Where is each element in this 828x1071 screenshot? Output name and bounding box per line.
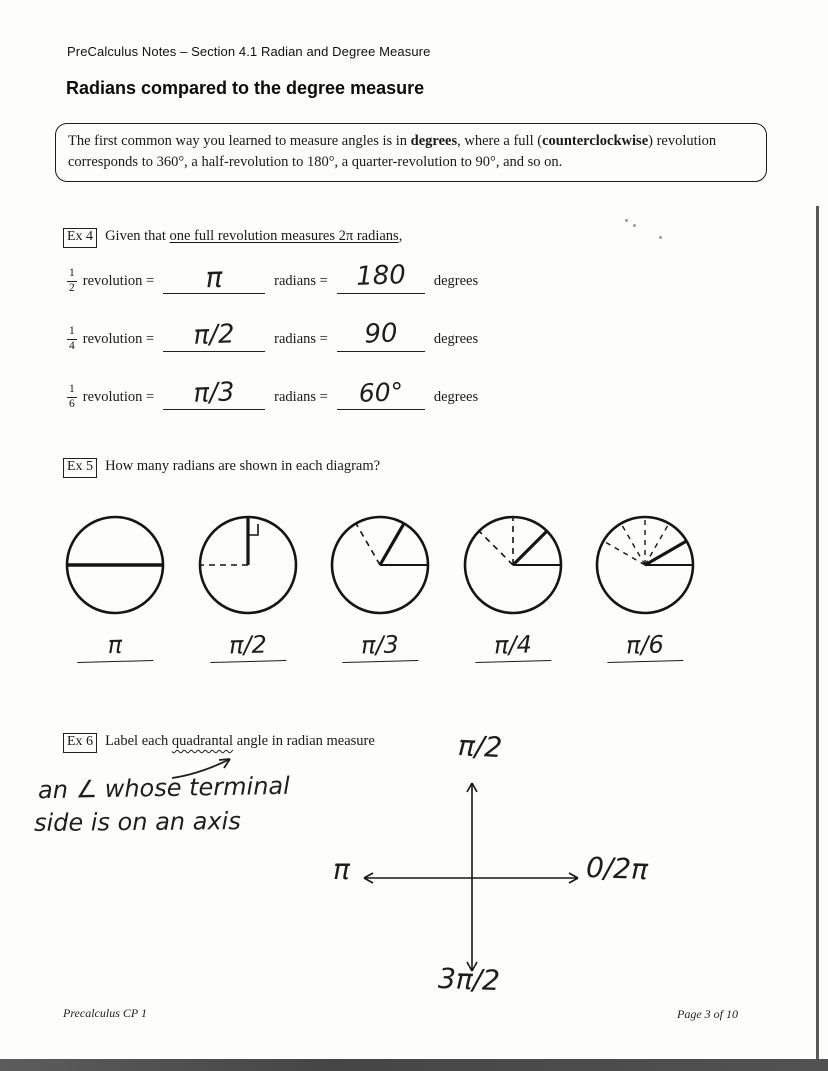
ex4-underlined-phrase: one full revolution measures 2π radians	[169, 228, 399, 244]
intro-text: The first common way you learned to measure angles is in	[68, 133, 411, 149]
axis-label-bottom: 3π/2	[437, 961, 501, 998]
circle-diagram-pi	[61, 511, 169, 619]
diagram-answer: π/3	[342, 631, 419, 663]
intro-bold-degrees: degrees	[410, 133, 458, 149]
footer-page-number: Page 3 of 10	[677, 1007, 738, 1021]
degrees-answer-blank	[337, 260, 425, 294]
axis-label-right: 0/2π	[585, 850, 649, 887]
scan-edge-line	[816, 206, 819, 1061]
radians-answer-blank	[163, 260, 265, 295]
handwritten-radians-answer: π/3	[193, 377, 236, 409]
revolution-label: revolution =	[82, 330, 155, 347]
revolution-label: revolution =	[82, 388, 155, 405]
degrees-label: degrees	[433, 272, 479, 289]
circle-diagram-pi-over-3	[326, 511, 434, 619]
scan-speck	[633, 224, 636, 227]
scan-bottom-edge	[0, 1059, 828, 1071]
handwritten-degrees-answer: 180	[355, 260, 407, 292]
ex4-prompt: Ex 4 Given that one full revolution measures 2π radians,	[63, 228, 402, 248]
ex4-row-sixth	[67, 379, 478, 415]
circle-diagram-pi-over-4	[459, 511, 567, 619]
handwritten-radians-answer: π/2	[193, 319, 236, 351]
intro-box: The first common way you learned to measure angles is in degrees, where a full (counterclockwise) revolution corresponds to 360°, a half-revolution to 180°, a quarter-revolution to 90°, and so on.	[55, 123, 767, 182]
intro-bold-counterclockwise: counterclockwise	[542, 133, 649, 149]
degrees-label: degrees	[433, 330, 479, 347]
degrees-answer-blank	[337, 318, 425, 352]
axes-diagram	[360, 775, 585, 975]
handwritten-radians-answer: π	[205, 260, 224, 295]
page-header: PreCalculus Notes – Section 4.1 Radian and Degree Measure	[67, 44, 431, 59]
circle-diagram-pi-over-6	[591, 511, 699, 619]
right-angle-mark	[249, 524, 258, 535]
fraction-one-half: $\frac{1}{2}$	[69, 266, 75, 294]
handwritten-degrees-answer: 90	[363, 318, 398, 350]
radians-label: radians =	[274, 330, 328, 347]
page-title: Radians compared to the degree measure	[66, 78, 425, 98]
radians-answer-blank	[163, 377, 265, 410]
diagram-answer: π/6	[607, 631, 684, 663]
ex4-row-half	[67, 260, 479, 299]
ex5-tag: Ex 5	[63, 458, 97, 478]
fraction-one-sixth: $\frac{1}{6}$	[69, 382, 75, 410]
ex6-underlined-word: quadrantal	[171, 733, 234, 749]
fraction-one-quarter: $\frac{1}{4}$	[69, 324, 75, 352]
radians-label: radians =	[274, 388, 328, 405]
handwritten-note-line2: side is on an axis	[33, 807, 241, 837]
diagram-answer: π/4	[475, 631, 552, 663]
ex6-prompt: Ex 6 Label each quadrantal angle in radian measure	[63, 733, 375, 753]
radians-label: radians =	[274, 272, 328, 289]
revolution-label: revolution =	[82, 272, 155, 289]
ex6-tag: Ex 6	[63, 733, 97, 753]
handwritten-note-line1: an ∠ whose terminal	[37, 771, 291, 805]
ex5-prompt: Ex 5 How many radians are shown in each diagram?	[63, 458, 380, 478]
diagram-answer: π	[77, 631, 154, 663]
diagram-answer: π/2	[210, 631, 287, 663]
handwritten-degrees-answer: 60°	[358, 377, 404, 408]
scan-speck	[625, 219, 628, 222]
degrees-answer-blank	[337, 377, 425, 410]
ex4-row-quarter	[67, 318, 479, 357]
footer-course: Precalculus CP 1	[63, 1006, 147, 1020]
circle-diagram-pi-over-2	[194, 511, 302, 619]
radians-answer-blank	[163, 319, 265, 352]
axis-label-top: π/2	[457, 728, 503, 765]
degrees-label: degrees	[433, 388, 479, 405]
scan-speck	[659, 236, 662, 239]
axis-label-left: π	[333, 853, 350, 886]
ex4-tag: Ex 4	[63, 228, 97, 248]
